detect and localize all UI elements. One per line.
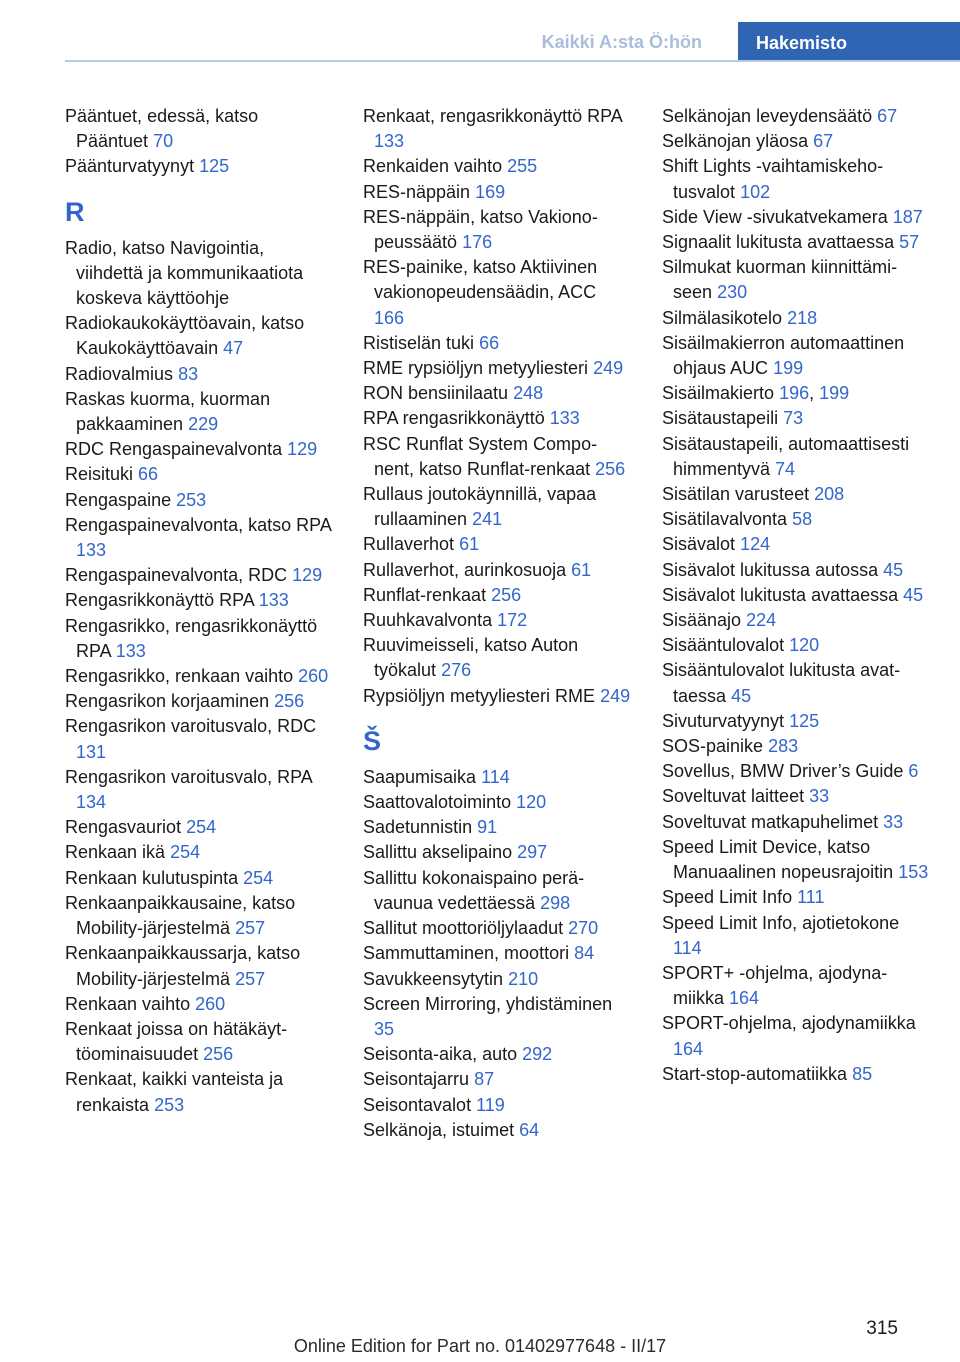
- index-term: Reisituki: [65, 464, 134, 485]
- page-link[interactable]: 153: [898, 862, 929, 883]
- index-term: Runflat-renkaat: [363, 584, 487, 605]
- page-link[interactable]: 67: [877, 106, 898, 126]
- index-entry: [363, 967, 631, 992]
- index-entry: [662, 205, 930, 230]
- page-link[interactable]: 120: [516, 792, 547, 813]
- index-entry: [662, 734, 930, 759]
- index-column-3: [662, 104, 930, 1087]
- index-entry: [65, 563, 333, 588]
- index-entry: [662, 255, 930, 305]
- index-term: Sisätilan varusteet: [662, 484, 810, 505]
- index-term: Screen Mirroring, yhdistäminen: [363, 993, 613, 1014]
- index-term: Ruuvimeisseli, katso Auton työkalut: [363, 635, 579, 681]
- page-link[interactable]: 218: [787, 307, 818, 328]
- index-entry: [662, 835, 930, 885]
- index-term: Renkaiden vaihto: [363, 156, 503, 177]
- page-link[interactable]: 256: [274, 691, 305, 712]
- index-term: Rengaspainevalvonta, katso RPA: [65, 514, 331, 535]
- index-term: SPORT+ -ohjelma, ajodynamiikka: [662, 962, 888, 1009]
- index-entry: [662, 885, 930, 910]
- index-term: Renkaan kulutuspinta: [65, 867, 239, 888]
- index-term: Saapumisaika: [363, 766, 477, 787]
- page-number: 315: [866, 1318, 898, 1339]
- page-link[interactable]: 256: [203, 1044, 234, 1065]
- index-entry: [363, 205, 631, 255]
- index-entry: [65, 689, 333, 714]
- index-term: RDC Rengaspainevalvonta: [65, 439, 283, 460]
- index-entry: [65, 488, 333, 513]
- page-link[interactable]: 297: [517, 842, 548, 863]
- index-term: RES-näppäin, katso Vakionopeussäätö: [363, 206, 598, 253]
- index-entry: [662, 911, 930, 961]
- index-term: Rengasvauriot: [65, 817, 182, 838]
- index-term: Sallitut moottoriöljylaadut: [363, 918, 564, 939]
- index-entry: [363, 633, 631, 683]
- index-entry: [363, 1118, 631, 1143]
- page-link[interactable]: 254: [170, 842, 201, 863]
- index-term: Rengasrikkonäyttö RPA: [65, 590, 254, 611]
- index-entry: [662, 961, 930, 1011]
- index-entry: [662, 810, 930, 835]
- page-link[interactable]: 35: [374, 1018, 395, 1039]
- index-term: Side View -sivukatvekamera: [662, 206, 888, 227]
- page-link[interactable]: 172: [497, 610, 528, 631]
- page-link[interactable]: 33: [883, 811, 904, 832]
- index-entry: [662, 104, 930, 129]
- page-link[interactable]: 134: [76, 792, 107, 813]
- index-entry: [662, 633, 930, 658]
- index-term: RME rypsiöljyn metyyliesteri: [363, 358, 589, 379]
- index-term: Päänturvatyynyt: [65, 156, 195, 177]
- index-term: Selkänoja, istuimet: [363, 1119, 515, 1140]
- index-entry: [662, 331, 930, 381]
- index-entry: [65, 941, 333, 991]
- index-entry: [662, 784, 930, 809]
- page-link[interactable]: 176: [462, 232, 493, 253]
- index-term: Rengasrikko, rengasrikkonäyttö RPA: [65, 615, 318, 661]
- page-link[interactable]: 230: [717, 282, 748, 303]
- index-term: RSC Runflat System Component, katso Runflat-renkaat: [363, 433, 598, 479]
- page-link[interactable]: 229: [188, 414, 219, 435]
- index-entry: [363, 1067, 631, 1092]
- page-link[interactable]: 133: [549, 408, 580, 429]
- index-entry: [662, 482, 930, 507]
- index-entry: [65, 154, 333, 179]
- page-link[interactable]: 260: [298, 666, 329, 687]
- page-link[interactable]: 120: [789, 635, 820, 656]
- index-term: Renkaan vaihto: [65, 993, 191, 1014]
- page-link[interactable]: 74: [775, 458, 796, 479]
- index-column-2: [363, 104, 631, 1143]
- index-entry: [363, 381, 631, 406]
- index-entry: [363, 1093, 631, 1118]
- index-entry: [662, 432, 930, 482]
- page-link[interactable]: 199: [819, 383, 850, 404]
- page-link[interactable]: 187: [892, 206, 923, 227]
- page-link[interactable]: 83: [178, 363, 199, 384]
- page-link[interactable]: 133: [258, 590, 289, 611]
- index-term: RES-painike, katso Aktiivinen vakionopeudensäädin, ACC: [363, 257, 598, 303]
- index-term: Sovellus, BMW Driver’s Guide: [662, 761, 904, 782]
- page-link[interactable]: 85: [852, 1063, 873, 1084]
- page-link[interactable]: 164: [673, 1038, 704, 1059]
- page-link[interactable]: 45: [883, 559, 904, 580]
- page-link[interactable]: 125: [789, 710, 820, 731]
- index-entry: Sisäilmakierto 196, 199: [662, 383, 850, 404]
- index-term: Rengasrikon korjaaminen: [65, 691, 270, 712]
- index-entry: [662, 1011, 930, 1061]
- page-link[interactable]: 133: [115, 640, 146, 661]
- index-term: Speed Limit Info, ajotietokone: [662, 912, 900, 933]
- index-entry: [363, 356, 631, 381]
- index-entry: [662, 583, 930, 608]
- page-link[interactable]: 254: [243, 867, 274, 888]
- index-entry: [65, 714, 333, 764]
- index-term: Radiokaukokäyttöavain, katso Kaukokäyttöavain: [65, 313, 305, 359]
- index-entry: [662, 532, 930, 557]
- index-columns: [65, 104, 935, 1264]
- page-link[interactable]: 84: [574, 943, 595, 964]
- page-link[interactable]: 45: [731, 685, 752, 706]
- index-term: Sivuturvatyynyt: [662, 710, 785, 731]
- index-term: SOS-painike: [662, 736, 764, 757]
- page-link[interactable]: 114: [673, 937, 702, 958]
- page-link[interactable]: 241: [472, 509, 503, 530]
- index-term: Seisonta-aika, auto: [363, 1044, 518, 1065]
- index-letter-heading: Š: [363, 725, 382, 756]
- index-entry: [363, 331, 631, 356]
- index-term: Soveltuvat laitteet: [662, 786, 805, 807]
- index-term: Rullaverhot: [363, 534, 455, 555]
- page-link[interactable]: 87: [474, 1069, 495, 1090]
- page-link[interactable]: 292: [522, 1044, 553, 1065]
- index-entry: [662, 1062, 930, 1087]
- page-link[interactable]: 70: [153, 131, 174, 152]
- index-term: Sisätaustapeili: [662, 408, 779, 429]
- index-entry: [363, 941, 631, 966]
- index-entry: [363, 406, 631, 431]
- index-term: Renkaat joissa on hätäkäyttöominaisuudet: [65, 1018, 288, 1065]
- page-link[interactable]: 283: [768, 736, 799, 757]
- index-entry: [662, 558, 930, 583]
- index-entry: [662, 608, 930, 633]
- index-entry: [65, 104, 333, 154]
- page-link[interactable]: 169: [475, 181, 506, 202]
- edition-footer: Online Edition for Part no. 01402977648 - II/17: [293, 1336, 667, 1356]
- index-term: Sisävalot lukitusta avattaessa: [662, 584, 899, 605]
- index-entry: [363, 790, 631, 815]
- page-link[interactable]: 257: [235, 918, 266, 939]
- page-link[interactable]: 270: [568, 918, 599, 939]
- header-divider: [65, 60, 960, 62]
- index-term: Sisäilmakierron automaattinen ohjaus AUC: [662, 332, 905, 379]
- index-entry: [363, 154, 631, 179]
- index-term: Renkaan ikä: [65, 842, 166, 863]
- page-link[interactable]: 66: [138, 464, 159, 485]
- index-term: Speed Limit Info: [662, 887, 793, 908]
- index-entry: [65, 236, 333, 312]
- index-term: Renkaanpaikkausaine, katso Mobility-järjestelmä: [65, 892, 296, 939]
- page-link[interactable]: 119: [476, 1094, 505, 1115]
- page-link[interactable]: 253: [176, 489, 207, 510]
- index-entry: [65, 840, 333, 865]
- index-entry: [65, 437, 333, 462]
- index-term: Rengaspainevalvonta, RDC: [65, 565, 288, 586]
- index-term: Radiovalmius: [65, 363, 174, 384]
- tab-kaikki-a-o[interactable]: Kaikki A:sta Ö:hön: [541, 32, 702, 52]
- index-term: Silmälasikotelo: [662, 307, 783, 328]
- page-link[interactable]: 124: [740, 534, 771, 555]
- page-link[interactable]: 57: [899, 232, 920, 253]
- page-link[interactable]: 249: [600, 685, 631, 706]
- index-entry: [363, 815, 631, 840]
- tab-hakemisto[interactable]: Hakemisto: [738, 22, 960, 62]
- index-term: Rengasrikon varoitusvalo, RDC: [65, 716, 317, 737]
- page-link[interactable]: 255: [507, 156, 538, 177]
- index-term: Renkaat, rengasrikkonäyttö RPA: [363, 106, 622, 126]
- index-term: Sallittu akselipaino: [363, 842, 513, 863]
- index-term: Rengasrikon varoitusvalo, RPA: [65, 766, 312, 787]
- index-entry: [65, 664, 333, 689]
- index-entry: [662, 154, 930, 204]
- index-term: Sisääntulovalot: [662, 635, 785, 656]
- index-entry: [65, 588, 333, 613]
- index-term: Seisontajarru: [363, 1069, 470, 1090]
- index-term: Sisäilmakierto: [662, 383, 775, 404]
- index-entry: [65, 765, 333, 815]
- index-entry: [65, 815, 333, 840]
- index-term: Rullaus joutokäynnillä, vapaa rullaaminen: [363, 484, 597, 530]
- index-entry: [65, 614, 333, 664]
- index-term: Savukkeensytytin: [363, 968, 504, 989]
- index-entry: [662, 709, 930, 734]
- index-entry: [363, 608, 631, 633]
- index-term: Ristiselän tuki: [363, 332, 475, 353]
- index-term: Rengasrikko, renkaan vaihto: [65, 666, 294, 687]
- page-link[interactable]: 256: [595, 458, 626, 479]
- index-entry: [363, 104, 631, 154]
- index-term: Sammuttaminen, moottori: [363, 943, 570, 964]
- page-link[interactable]: 166: [374, 307, 405, 328]
- page-link[interactable]: 33: [809, 786, 830, 807]
- index-entry: [65, 1017, 333, 1067]
- index-letter-heading: R: [65, 196, 85, 227]
- page-link[interactable]: 64: [519, 1119, 540, 1140]
- page-link[interactable]: 253: [154, 1094, 185, 1115]
- index-term: Radio, katso Navigointia, viihdettä ja kommunikaatiota koskeva käyttöohje: [65, 237, 304, 309]
- page-link[interactable]: 199: [773, 358, 804, 379]
- index-entry: [363, 992, 631, 1042]
- index-entry: [363, 180, 631, 205]
- index-term: SPORT-ohjelma, ajodynamiikka: [662, 1013, 916, 1034]
- page-link[interactable]: 210: [508, 968, 539, 989]
- page-link[interactable]: 224: [746, 610, 777, 631]
- index-term: Sallittu kokonaispaino perävaunua vedettäessä: [363, 867, 585, 913]
- index-entry: [363, 482, 631, 532]
- index-term: Sisäänajo: [662, 610, 742, 631]
- page-link[interactable]: 102: [740, 181, 771, 202]
- index-term: Saattovalotoiminto: [363, 792, 512, 813]
- index-entry: [662, 306, 930, 331]
- index-term: Selkänojan yläosa: [662, 131, 809, 152]
- page-link[interactable]: 61: [571, 559, 592, 580]
- index-term: Renkaat, kaikki vanteista ja renkaista: [65, 1069, 284, 1115]
- index-entry: [662, 406, 930, 431]
- page-link[interactable]: 73: [783, 408, 804, 429]
- index-term: Shift Lights -vaihtamiskehotusvalot: [662, 156, 884, 202]
- index-entry: [65, 311, 333, 361]
- page-link[interactable]: 67: [813, 131, 834, 152]
- index-entry: [662, 129, 930, 154]
- index-entry: [363, 432, 631, 482]
- index-term: Rengaspaine: [65, 489, 172, 510]
- index-term: Speed Limit Device, katso Manuaalinen nopeusrajoitin: [662, 836, 894, 883]
- index-term: Sisävalot lukitussa autossa: [662, 559, 879, 580]
- index-entry: [65, 891, 333, 941]
- index-term: Ruuhkavalvonta: [363, 610, 493, 631]
- page-link[interactable]: 248: [513, 383, 544, 404]
- index-term: Pääntuet, edessä, katso Pääntuet: [65, 106, 259, 152]
- page-link[interactable]: 129: [287, 439, 318, 460]
- index-term: RPA rengasrikkonäyttö: [363, 408, 545, 429]
- page-link[interactable]: 133: [374, 131, 405, 152]
- index-entry: [363, 558, 631, 583]
- index-term: Rypsiöljyn metyyliesteri RME: [363, 685, 596, 706]
- index-entry: [363, 765, 631, 790]
- page-link[interactable]: 256: [491, 584, 522, 605]
- index-entry: [363, 866, 631, 916]
- page-link[interactable]: 111: [797, 887, 825, 908]
- index-entry: [363, 255, 631, 331]
- index-term: Seisontavalot: [363, 1094, 472, 1115]
- page-link[interactable]: 58: [792, 509, 813, 530]
- index-entry: [363, 1042, 631, 1067]
- page-link[interactable]: 249: [593, 358, 624, 379]
- page-link[interactable]: 254: [186, 817, 217, 838]
- index-entry: [662, 230, 930, 255]
- index-term: RES-näppäin: [363, 181, 471, 202]
- index-term: Renkaanpaikkaussarja, katso Mobility-järjestelmä: [65, 943, 301, 989]
- index-term: Sisävalot: [662, 534, 736, 555]
- index-entry: [662, 658, 930, 708]
- page-link[interactable]: 61: [459, 534, 480, 555]
- index-term: Sisääntulovalot lukitusta avattaessa: [662, 660, 901, 706]
- page-link[interactable]: 66: [479, 332, 500, 353]
- page-link[interactable]: 276: [441, 660, 472, 681]
- index-entry: [662, 759, 930, 784]
- index-term: Sisätaustapeili, automaattisesti himmentyvä: [662, 433, 910, 479]
- index-term: Sisätilavalvonta: [662, 509, 788, 530]
- page-link[interactable]: 129: [292, 565, 323, 586]
- page-link[interactable]: 45: [903, 584, 924, 605]
- index-term: Silmukat kuorman kiinnittämiseen: [662, 257, 898, 303]
- index-entry: [363, 840, 631, 865]
- page-link[interactable]: 208: [814, 484, 845, 505]
- index-entry: [65, 513, 333, 563]
- index-entry: [65, 387, 333, 437]
- index-term: Rullaverhot, aurinkosuoja: [363, 559, 567, 580]
- index-term: RON bensiinilaatu: [363, 383, 509, 404]
- index-entry: [363, 583, 631, 608]
- index-entry: [65, 992, 333, 1017]
- index-term: Sadetunnistin: [363, 817, 473, 838]
- page-link[interactable]: 196: [779, 383, 810, 404]
- page-link[interactable]: 257: [235, 968, 266, 989]
- page-link[interactable]: 91: [477, 817, 498, 838]
- page-link[interactable]: 47: [223, 338, 244, 359]
- page-link[interactable]: 131: [76, 741, 107, 762]
- page-link[interactable]: 133: [76, 540, 107, 561]
- page-link[interactable]: 125: [199, 156, 230, 177]
- page-link[interactable]: 298: [540, 892, 571, 913]
- index-entry: [65, 362, 333, 387]
- index-column-1: [65, 104, 333, 1118]
- index-entry: [65, 1067, 333, 1117]
- index-term: Start-stop-automatiikka: [662, 1063, 848, 1084]
- index-entry: [65, 462, 333, 487]
- index-term: Soveltuvat matkapuhelimet: [662, 811, 879, 832]
- index-entry: [363, 916, 631, 941]
- index-entry: [363, 532, 631, 557]
- page-link[interactable]: 114: [481, 766, 510, 787]
- page-link[interactable]: 6: [908, 761, 919, 782]
- page-link[interactable]: 164: [729, 988, 760, 1009]
- index-entry: [662, 507, 930, 532]
- index-term: Selkänojan leveydensäätö: [662, 106, 873, 126]
- index-term: Raskas kuorma, kuorman pakkaaminen: [65, 388, 271, 435]
- index-term: Signaalit lukitusta avattaessa: [662, 232, 895, 253]
- index-entry: [363, 684, 631, 709]
- page-header: [0, 0, 960, 62]
- index-entry: [65, 866, 333, 891]
- page-link[interactable]: 260: [195, 993, 226, 1014]
